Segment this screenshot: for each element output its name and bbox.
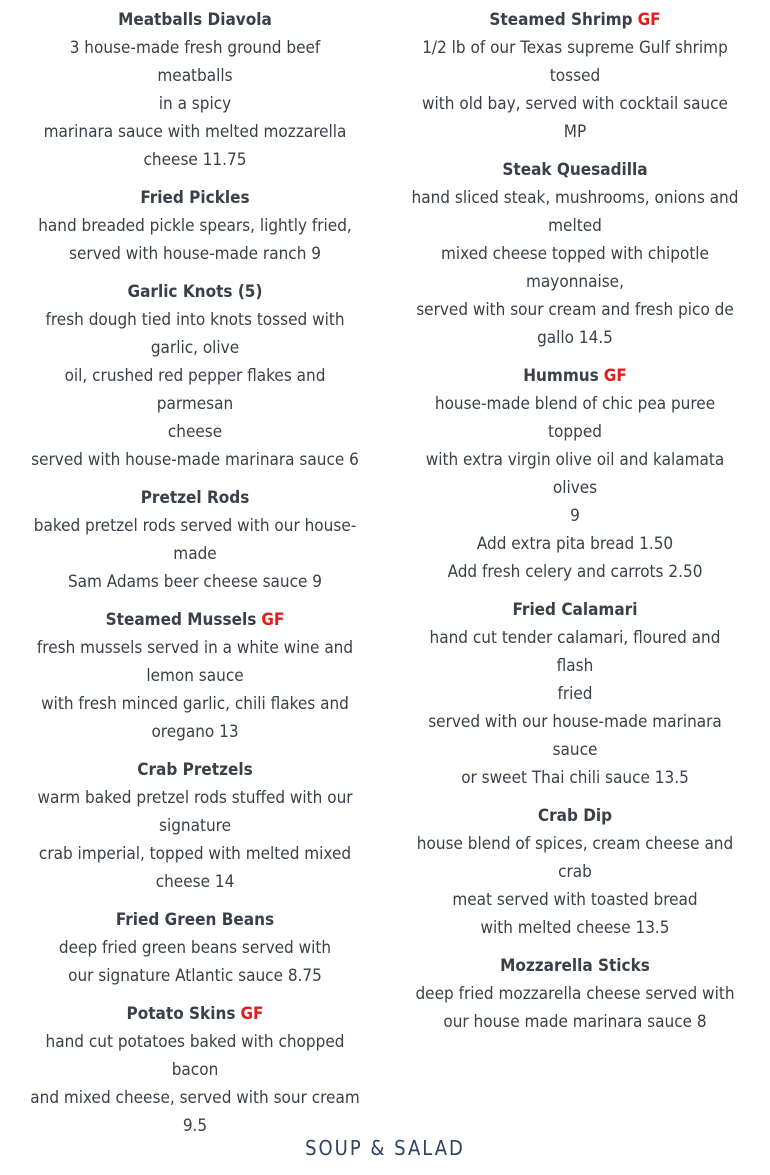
- menu-item-description-line: or sweet Thai chili sauce 13.5: [461, 768, 689, 788]
- menu-item-description-line: gallo 14.5: [537, 328, 613, 348]
- menu-item-description-line: fresh dough tied into knots tossed with: [45, 310, 345, 330]
- menu-item-description-line: cheese 11.75: [143, 150, 247, 170]
- menu-item-description-line: 1/2 lb of our Texas supreme Gulf shrimp: [422, 38, 728, 58]
- menu-item-description-line: cheese 14: [155, 872, 235, 892]
- menu-item-title: Meatballs Diavola: [118, 10, 272, 30]
- menu-item-description-line: fresh mussels served in a white wine and: [36, 638, 354, 658]
- menu-item-description-line: served with house-made ranch 9: [69, 244, 321, 264]
- menu-item-description-line: mayonnaise,: [526, 272, 624, 292]
- menu-item-description-line: served with sour cream and fresh pico de: [416, 300, 734, 320]
- menu-column-left: [30, 6, 360, 1150]
- menu-item-description-line: deep fried mozzarella cheese served with: [415, 984, 735, 1004]
- menu-item-description-line: Sam Adams beer cheese sauce 9: [67, 572, 323, 592]
- menu-item-description-line: Add extra pita bread 1.50: [476, 534, 674, 554]
- menu-item: [410, 596, 740, 792]
- menu-item-description-line: with old bay, served with cocktail sauce MP: [422, 94, 728, 142]
- menu-item-description-line: warm baked pretzel rods stuffed with our: [37, 788, 353, 808]
- menu-item-description-line: served with our house-made marinara sauce: [428, 712, 722, 760]
- menu-item-description-line: mixed cheese topped with chipotle: [441, 244, 709, 264]
- menu-item-description-line: signature: [158, 816, 231, 836]
- menu-item-title: Fried Green Beans: [115, 910, 275, 930]
- menu-item-description-line: tossed: [549, 66, 601, 86]
- menu-item-name: [30, 756, 360, 784]
- menu-item-description-line: cheese: [167, 422, 223, 442]
- gluten-free-badge: GF: [261, 610, 285, 630]
- section-title-soup-salad: SOUP & SALAD: [305, 1136, 465, 1160]
- menu-item: [30, 184, 360, 268]
- gluten-free-badge: GF: [637, 10, 661, 30]
- menu-item-description-line: garlic, olive: [150, 338, 240, 358]
- menu-item-description-line: melted: [548, 216, 602, 236]
- menu-item-name: [410, 156, 740, 184]
- menu-item-description-line: meat served with toasted bread: [452, 890, 698, 910]
- menu-item: [410, 802, 740, 942]
- menu-item: [30, 906, 360, 990]
- menu-item-description-line: 9: [570, 506, 580, 526]
- menu-item-description-line: hand cut potatoes baked with chopped: [45, 1032, 345, 1052]
- menu-item-description-line: bacon: [171, 1060, 219, 1080]
- menu-item-description-line: with melted cheese 13.5: [480, 918, 670, 938]
- menu-item-description-line: hand cut tender calamari, floured and flash: [429, 628, 721, 676]
- menu-item-name: [410, 362, 740, 390]
- menu-item: [30, 484, 360, 596]
- menu-item: [30, 606, 360, 746]
- menu-item-name: [30, 484, 360, 512]
- menu-item-description-line: our house made marinara sauce 8: [443, 1012, 707, 1032]
- menu-column-right: [410, 6, 740, 1046]
- menu-item: [30, 1000, 360, 1140]
- menu-item-title: Garlic Knots (5): [127, 282, 263, 302]
- menu-item: [30, 756, 360, 896]
- menu-item-name: [410, 6, 740, 34]
- menu-item-description-line: hand sliced steak, mushrooms, onions and: [411, 188, 739, 208]
- menu-item-description-line: oil, crushed red pepper flakes and parmesan: [64, 366, 326, 414]
- menu-item-description-line: 9.5: [182, 1116, 208, 1136]
- menu-item-description-line: with extra virgin olive oil and kalamata olives: [425, 450, 725, 498]
- menu-item-description-line: with fresh minced garlic, chili flakes and: [41, 694, 349, 714]
- menu-item-description-line: deep fried green beans served with: [58, 938, 332, 958]
- menu-item-description-line: crab imperial, topped with melted mixed: [38, 844, 352, 864]
- menu-item-title: Crab Dip: [537, 806, 613, 826]
- menu-item-name: [410, 952, 740, 980]
- menu-item-description-line: house-made blend of chic pea puree topped: [434, 394, 716, 442]
- menu-item-title: Potato Skins: [126, 1004, 236, 1024]
- menu-item-title: Crab Pretzels: [137, 760, 253, 780]
- menu-item: [410, 156, 740, 352]
- menu-item: [30, 6, 360, 174]
- menu-item: [410, 362, 740, 586]
- menu-item-title: Mozzarella Sticks: [500, 956, 650, 976]
- menu-item-description-line: house blend of spices, cream cheese and: [416, 834, 734, 854]
- menu-item-description-line: marinara sauce with melted mozzarella: [43, 122, 347, 142]
- menu-item-name: [30, 906, 360, 934]
- menu-item-title: Steamed Mussels: [105, 610, 257, 630]
- menu-item-description-line: crab: [558, 862, 592, 882]
- menu-item-description-line: served with house-made marinara sauce 6: [31, 450, 359, 470]
- menu-item-title: Steamed Shrimp: [489, 10, 633, 30]
- menu-item-name: [410, 596, 740, 624]
- menu-item-description-line: oregano 13: [151, 722, 239, 742]
- menu-item-name: [30, 606, 360, 634]
- menu-item-description-line: in a spicy: [158, 94, 232, 114]
- gluten-free-badge: GF: [603, 366, 627, 386]
- menu-item: [410, 6, 740, 146]
- menu-item-description-line: lemon sauce: [146, 666, 244, 686]
- gluten-free-badge: GF: [240, 1004, 264, 1024]
- menu-item-description-line: baked pretzel rods served with our house-: [33, 516, 357, 536]
- menu-item-name: [30, 184, 360, 212]
- menu-item-name: [30, 6, 360, 34]
- menu-item-title: Steak Quesadilla: [502, 160, 648, 180]
- menu-item: [410, 952, 740, 1036]
- menu-item-name: [410, 802, 740, 830]
- menu-item-name: [30, 278, 360, 306]
- menu-item-description-line: 3 house-made fresh ground beef meatballs: [69, 38, 321, 86]
- menu-item-description-line: our signature Atlantic sauce 8.75: [68, 966, 322, 986]
- menu-item-description-line: Add fresh celery and carrots 2.50: [447, 562, 703, 582]
- menu-item-description-line: fried: [557, 684, 593, 704]
- menu-item-name: [30, 1000, 360, 1028]
- menu-item-title: Pretzel Rods: [140, 488, 250, 508]
- menu-item: [30, 278, 360, 474]
- menu-item-description-line: and mixed cheese, served with sour cream: [30, 1088, 360, 1108]
- menu-item-title: Fried Pickles: [140, 188, 250, 208]
- menu-item-title: Fried Calamari: [512, 600, 638, 620]
- menu-item-description-line: made: [173, 544, 217, 564]
- menu-item-description-line: hand breaded pickle spears, lightly fried,: [38, 216, 352, 236]
- menu-item-title: Hummus: [523, 366, 599, 386]
